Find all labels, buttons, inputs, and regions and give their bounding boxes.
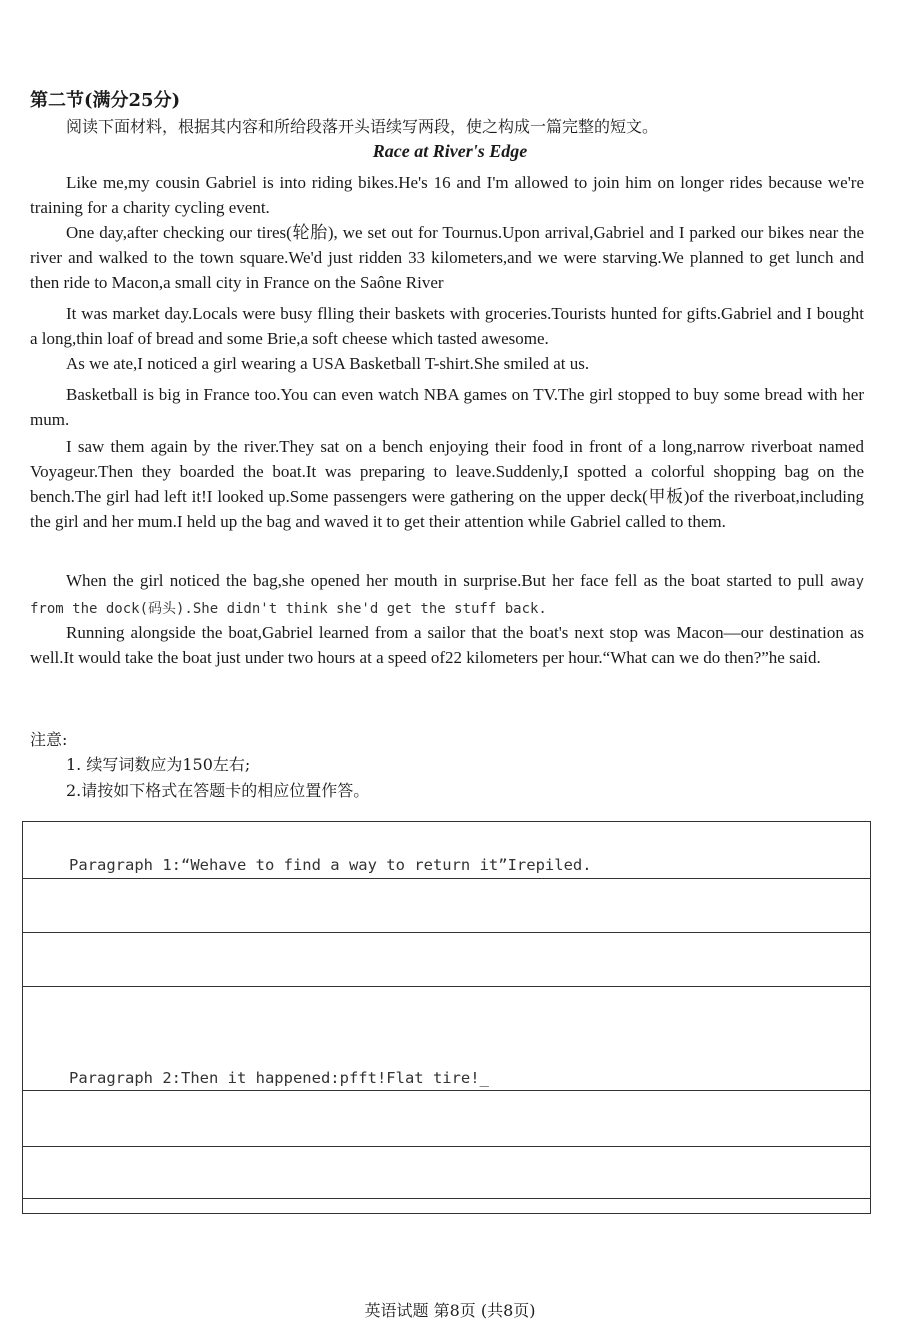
answer-line [23, 878, 870, 879]
section-title: 第二节(满分25分) [30, 90, 181, 111]
note-item-1: 1. 续写词数应为150左右; [66, 755, 251, 774]
answer-line [23, 1146, 870, 1147]
answer-sheet-box [22, 821, 871, 1214]
story-title: Race at River's Edge [372, 141, 528, 161]
paragraph-2-prompt: Paragraph 2:Then it happened:pfft!Flat tire!_ [69, 1069, 489, 1087]
notes-heading: 注意: [30, 730, 68, 749]
story-paragraph-3: It was market day.Locals were busy flling their baskets with groceries.Tourists hunted for gifts.Gabriel and I bought a long,thin loaf of bread and some Brie,a soft cheese which tasted awesome. [30, 304, 864, 348]
story-paragraph-7 [30, 568, 864, 622]
answer-line [23, 1090, 870, 1091]
answer-line [23, 932, 870, 933]
answer-line [23, 986, 870, 987]
answer-line [23, 1198, 870, 1199]
paragraph-1-prompt: Paragraph 1:“Wehave to find a way to return it”Irepiled. [69, 856, 592, 874]
story-paragraph-1: Like me,my cousin Gabriel is into riding bikes.He's 16 and I'm allowed to join him on longer rides because we're training for a charity cycling event. [30, 173, 864, 217]
page-footer: 英语试题 第8页 (共8页) [364, 1301, 536, 1320]
story-paragraph-6: I saw them again by the river.They sat on a bench enjoying their food in front of a long,narrow riverboat named Voyageur.Then they boarded the boat.It was preparing to leave.Suddenly,I spotted a colorful shopping bag on the bench.The girl had left it!I looked up.Some passengers were gathering on the upper deck(甲板)of the riverboat,including the girl and her mum.I held up the bag and waved it to get their attention while Gabriel called to them. [30, 437, 864, 531]
story-paragraph-5: Basketball is big in France too.You can even watch NBA games on TV.The girl stopped to buy some bread with her mum. [30, 385, 864, 429]
instruction-text: 阅读下面材料，根据其内容和所给段落开头语续写两段，使之构成一篇完整的短文。 [66, 117, 659, 136]
story-paragraph-2: One day,after checking our tires(轮胎), we set out for Tournus.Upon arrival,Gabriel and I parked our bikes near the river and walked to the town square.We'd just ridden 33 kilometers,and we were starving.We planned to get lunch and then ride to Macon,a small city in France on the Saône River [30, 223, 864, 292]
story-paragraph-8: Running alongside the boat,Gabriel learned from a sailor that the boat's next stop was Macon—our destination as well.It would take the boat just under two hours at a speed of22 kilometers per hour.“What can we do then?”he said. [30, 623, 864, 667]
story-paragraph-4: As we ate,I noticed a girl wearing a USA Basketball T-shirt.She smiled at us. [66, 354, 590, 373]
story-paragraph-7-tail: away from the dock(码头).She didn't think she'd get the stuff back. [30, 574, 864, 617]
note-item-2: 2.请按如下格式在答题卡的相应位置作答。 [66, 781, 370, 800]
story-paragraph-7-main: When the girl noticed the bag,she opened her mouth in surprise.But her face fell as the boat started to pull [66, 571, 831, 590]
